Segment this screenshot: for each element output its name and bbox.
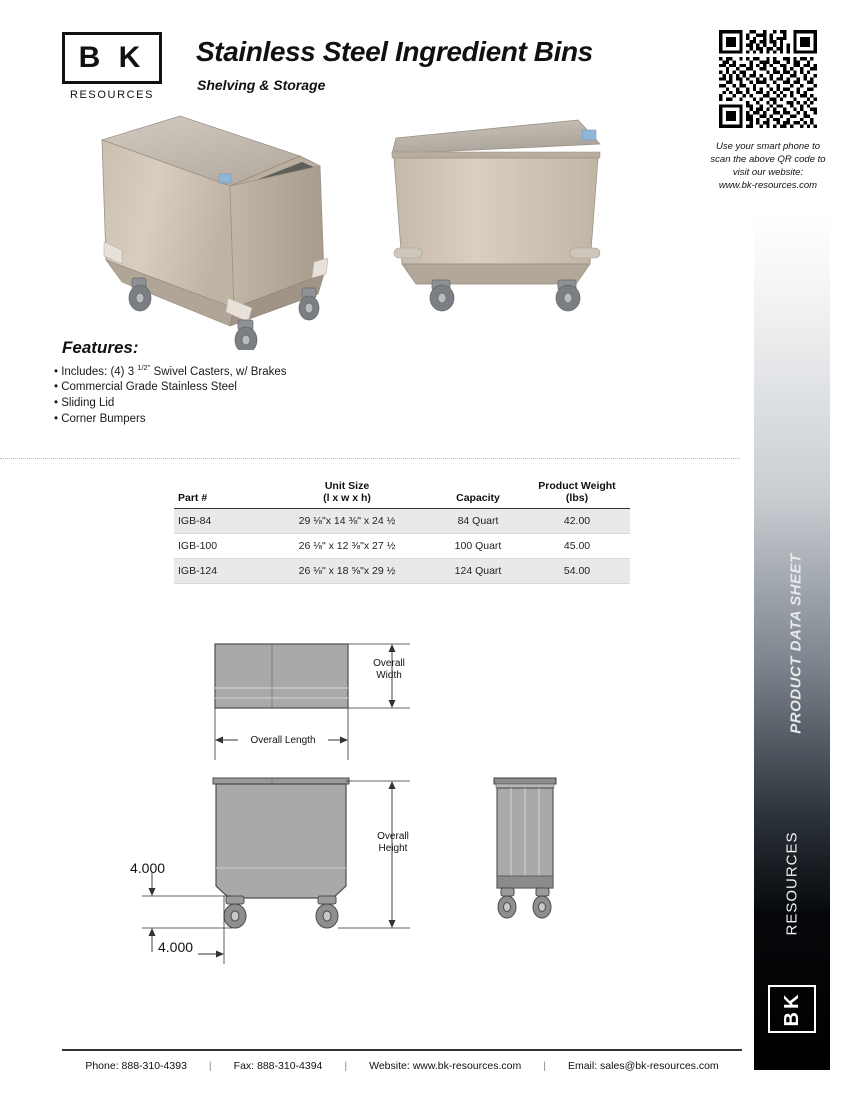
footer-contact-bar <box>62 1060 742 1072</box>
label-caster-offset-vertical: 4.000 <box>130 860 166 876</box>
table-row <box>174 559 630 584</box>
table-header-row <box>174 478 630 509</box>
page-subtitle: Shelving & Storage <box>197 77 326 93</box>
footer-email[interactable]: Email: sales@bk-resources.com <box>567 1060 719 1072</box>
cell-weight: 54.00 <box>524 559 630 584</box>
label-overall-height <box>370 831 416 855</box>
qr-code-icon <box>719 30 817 128</box>
table-row <box>174 534 630 559</box>
label-overall-height-line1: Overall <box>377 831 409 842</box>
footer-website[interactable]: Website: www.bk-resources.com <box>369 1060 522 1072</box>
header-product-weight: Product Weight (lbs) <box>524 478 630 509</box>
footer-fax: Fax: 888-310-4394 <box>233 1060 323 1072</box>
diagram-top-view <box>120 628 420 768</box>
cell-part-number: IGB-100 <box>174 534 262 559</box>
bk-logo-subtitle: RESOURCES <box>69 89 155 101</box>
footer-phone: Phone: 888-310-4393 <box>85 1060 187 1072</box>
qr-caption-line-2: scan the above QR code to <box>710 154 826 165</box>
header-part-number: Part # <box>174 478 262 509</box>
sidebar-label-product-data-sheet: PRODUCT DATA SHEET <box>787 553 805 734</box>
feature-superscript: 1/2" <box>137 363 151 372</box>
cell-unit-size: 29 ⅛"x 14 ⅜" x 24 ½ <box>262 509 432 534</box>
cell-capacity: 100 Quart <box>432 534 524 559</box>
cell-unit-size: 26 ⅛" x 12 ⅜"x 27 ½ <box>262 534 432 559</box>
table-row <box>174 509 630 534</box>
cell-part-number: IGB-84 <box>174 509 262 534</box>
label-overall-width-line2: Width <box>376 670 402 681</box>
qr-caption <box>702 140 834 192</box>
feature-text: • Sliding Lid <box>54 397 115 410</box>
header-unit-size-line2: (l x w x h) <box>323 492 371 504</box>
label-overall-width <box>366 658 412 682</box>
label-caster-offset-horizontal: 4.000 <box>158 939 194 955</box>
feature-item <box>54 360 384 380</box>
sidebar-label-resources: RESOURCES <box>783 831 801 936</box>
sidebar-bk-logo <box>768 985 816 1033</box>
page-title: Stainless Steel Ingredient Bins <box>196 36 593 67</box>
product-photo-closed-lid <box>372 108 608 312</box>
footer-separator: | <box>208 1060 212 1072</box>
label-overall-height-line2: Height <box>378 843 408 854</box>
footer-separator: | <box>344 1060 348 1072</box>
section-divider <box>0 458 740 459</box>
footer-separator: | <box>543 1060 546 1072</box>
header-capacity: Capacity <box>432 478 524 509</box>
diagram-end-view <box>470 770 580 950</box>
cell-capacity: 124 Quart <box>432 559 524 584</box>
label-overall-width-line1: Overall <box>373 658 405 669</box>
footer-divider <box>62 1049 742 1051</box>
feature-text-tail: Swivel Casters, w/ Brakes <box>150 365 287 378</box>
feature-text: • Includes: (4) 3 <box>54 365 138 378</box>
cell-weight: 45.00 <box>524 534 630 559</box>
qr-caption-line-1: Use your smart phone to <box>715 141 821 152</box>
feature-item <box>54 396 384 412</box>
features-heading: Features: <box>62 338 139 357</box>
bk-logo-text: B K <box>78 41 146 74</box>
header-unit-size <box>262 478 432 509</box>
cell-unit-size: 26 ⅛" x 18 ⅝"x 29 ½ <box>262 559 432 584</box>
sidebar-bk-logo-text: BK <box>780 991 803 1027</box>
product-photo-open-lid <box>88 112 344 350</box>
label-overall-length: Overall Length <box>238 735 328 747</box>
specification-table <box>174 478 630 584</box>
feature-item <box>54 412 384 428</box>
feature-text: • Corner Bumpers <box>54 412 146 425</box>
features-list <box>54 360 384 427</box>
qr-caption-line-4: www.bk-resources.com <box>718 180 818 191</box>
feature-text: • Commercial Grade Stainless Steel <box>54 381 237 394</box>
cell-weight: 42.00 <box>524 509 630 534</box>
right-sidebar <box>754 215 830 1070</box>
cell-part-number: IGB-124 <box>174 559 262 584</box>
bk-logo <box>62 32 162 84</box>
header-unit-size-line1: Unit Size <box>324 480 370 492</box>
feature-item <box>54 380 384 396</box>
qr-caption-line-3: visit our website: <box>732 167 804 178</box>
cell-capacity: 84 Quart <box>432 509 524 534</box>
